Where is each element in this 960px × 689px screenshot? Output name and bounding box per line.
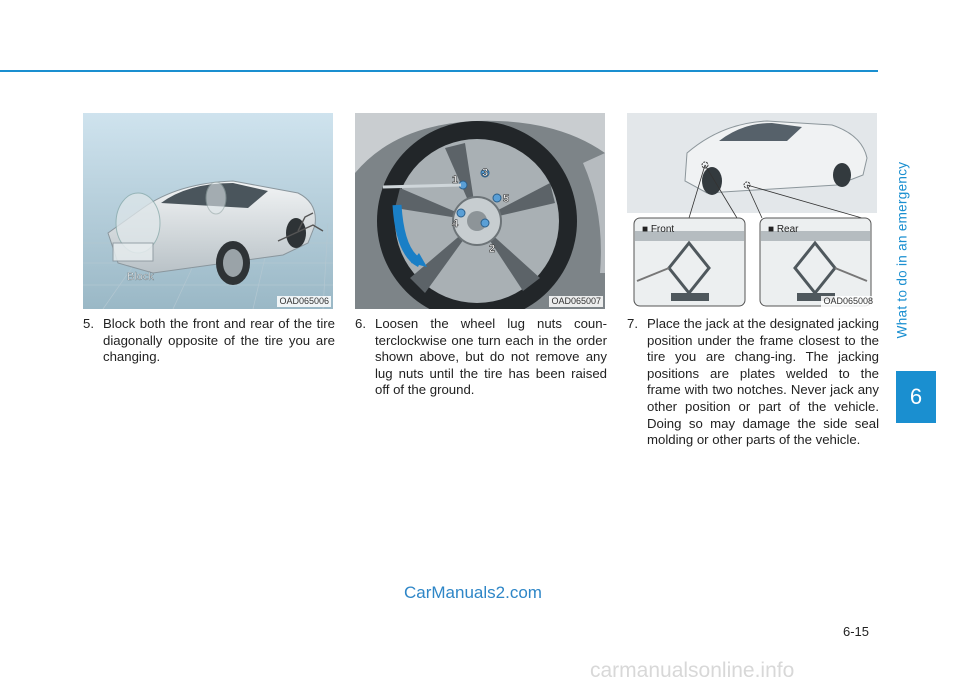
car-block-illustration [83,113,333,309]
figure-code: OAD065007 [551,296,601,306]
figure-block-tire [83,113,333,309]
rear-label: ■ Rear [768,224,799,235]
step-text: Loosen the wheel lug nuts coun-terclockwise one turn each in the order shown above, but do not remove any lug nuts until the tire has been raised off of the ground. [375,316,607,398]
lug-number-4: 4 [452,218,459,230]
page-number: 6-15 [843,624,870,639]
lug-number-3: 3 [482,167,489,179]
step-number: 6. [355,316,366,331]
footer-site-link[interactable]: carmanualsonline.info [590,659,795,682]
figure-code: OAD065008 [823,296,873,306]
step-6 [355,316,607,399]
figure-code: OAD065006 [279,296,329,306]
step-number: 7. [627,316,638,331]
header-rule [0,70,878,72]
step-text: Block both the front and rear of the tire diagonally opposite of the tire you are changing. [103,316,335,365]
watermark-link[interactable]: CarManuals2.com [404,583,542,602]
front-label: ■ Front [642,224,675,235]
jack-illustration [627,113,877,309]
block-label: Block [127,271,154,283]
chapter-number-tab[interactable]: 6 [896,371,936,423]
step-7 [627,316,879,449]
wheel-illustration [355,113,605,309]
lug-number-1: 1 [452,174,459,186]
step-5 [83,316,335,366]
chapter-side-title [872,150,932,350]
step-text: Place the jack at the designated jacking position under the frame closest to the tire you are chang-ing. The jacking positions are plates welded to the frame with two notches. Never jack any other position or part of the vehicle. Doing so may damage the side seal molding or other parts of the vehicle. [647,316,879,448]
figure-lug-nuts [355,113,605,309]
step-number: 5. [83,316,94,331]
chapter-title-text: What to do in an emergency [894,161,910,339]
lug-number-5: 5 [503,193,510,205]
lug-number-2: 2 [489,243,496,255]
figure-jack-position [627,113,877,309]
